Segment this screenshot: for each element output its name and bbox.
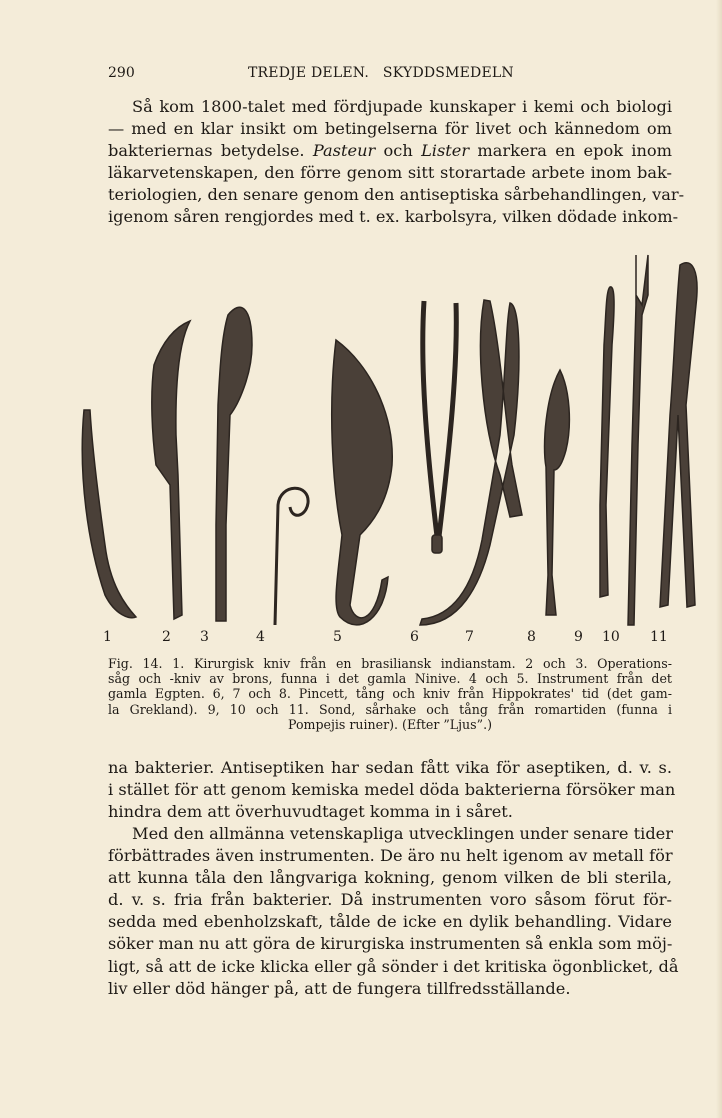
caption-line: Pompejis ruiner). (Efter ”Ljus”.): [287, 716, 492, 732]
figure-number-8: 8: [527, 629, 536, 645]
text-line: liv eller död hänger på, att de fungera tillfredsställande.: [108, 978, 571, 998]
text-line: söker man nu att göra de kirurgiska instrumenten så enkla som möj-: [108, 934, 673, 954]
text-span: och: [375, 141, 422, 161]
text-line: ligt, så att de icke klicka eller gå sönder i det kritiska ögonblicket, då: [108, 956, 679, 976]
instrument-7-tongs: [420, 300, 522, 625]
caption-line: la Grekland). 9, 10 och 11. Sond, sårhake och tång från romartiden (funna i: [108, 701, 672, 717]
instrument-1-knife: [82, 410, 136, 618]
text-line: Med den allmänna vetenskapliga utvecklingen under senare tider: [132, 824, 673, 843]
figure-number-5: 5: [333, 629, 342, 645]
instrument-8-knife: [545, 370, 570, 615]
text-line: igenom såren rengjordes med t. ex. karbolsyra, vilken dödade inkom-: [108, 207, 679, 227]
caption-line: Fig. 14. 1. Kirurgisk kniv från en brasiliansk indianstam. 2 och 3. Operations-: [108, 656, 672, 671]
figure-number-3: 3: [200, 629, 209, 645]
text-span: markera en epok inom: [469, 141, 673, 161]
instrument-6-forceps: [423, 301, 457, 545]
caption-line: såg och -kniv av brons, funna i det gamla Ninive. 4 och 5. Instrument från det: [108, 671, 672, 687]
figure-number-2: 2: [162, 629, 171, 645]
page-number: 290: [108, 65, 135, 81]
instruments-illustration: [70, 245, 710, 635]
running-title: TREDJE DELEN. SKYDDSMEDELN: [248, 65, 514, 81]
text-span: bakteriernas betydelse.: [108, 141, 313, 161]
text-line: sedda med ebenholzskaft, tålde de icke en dylik behandling. Vidare: [108, 912, 672, 932]
text-line: läkarvetenskapen, den förre genom sitt storartade arbete inom bak-: [108, 163, 672, 183]
instrument-2-saw: [152, 321, 190, 619]
figure-number-4: 4: [256, 629, 265, 645]
figure-number-10: 10: [602, 629, 620, 645]
text-line: att kunna tåla den långvariga kokning, genom vilken de bli sterila,: [108, 868, 672, 888]
instrument-6-handle: [432, 535, 442, 553]
text-line: i stället för att genom kemiska medel döda bakterierna försöker man: [108, 780, 676, 800]
instrument-3-knife: [216, 307, 252, 621]
figure-number-11: 11: [650, 629, 668, 645]
name-pasteur: Pasteur: [312, 141, 376, 161]
instrument-9-probe: [600, 287, 614, 597]
figure-number-1: 1: [103, 629, 112, 645]
figure-number-9: 9: [574, 629, 583, 645]
instrument-11-forceps: [660, 263, 697, 607]
text-line: d. v. s. fria från bakterier. Då instrumenten voro såsom förut för-: [108, 890, 672, 910]
text-line: förbättrades även instrumenten. De äro nu helt igenom av metall för: [108, 846, 673, 866]
figure-number-7: 7: [465, 629, 474, 645]
instrument-4-hook: [275, 488, 308, 625]
figure-number-6: 6: [410, 629, 419, 645]
caption-line: gamla Egpten. 6, 7 och 8. Pincett, tång och kniv från Hippokrates' tid (det gam-: [108, 686, 672, 702]
text-line: na bakterier. Antiseptiken har sedan fått vika för aseptiken, d. v. s.: [108, 758, 672, 777]
text-line: hindra dem att överhuvudtaget komma in i såret.: [108, 802, 513, 822]
paragraph-3: [108, 823, 679, 1000]
text-line: — med en klar insikt om betingelserna för livet och kännedom om: [108, 119, 672, 139]
text-line: Så kom 1800-talet med fördjupade kunskaper i kemi och biologi: [132, 97, 672, 116]
instrument-5-knife: [332, 340, 392, 625]
paragraph-2: [108, 757, 676, 823]
text-line: teriologien, den senare genom den antiseptiska sårbehandlingen, var-: [108, 185, 685, 205]
page-edge: [716, 0, 722, 1118]
name-lister: Lister: [421, 141, 470, 161]
paragraph-1: [108, 96, 685, 229]
text-line: [108, 140, 672, 162]
instrument-10-retractor: [628, 255, 648, 625]
figure-caption: [108, 656, 672, 732]
